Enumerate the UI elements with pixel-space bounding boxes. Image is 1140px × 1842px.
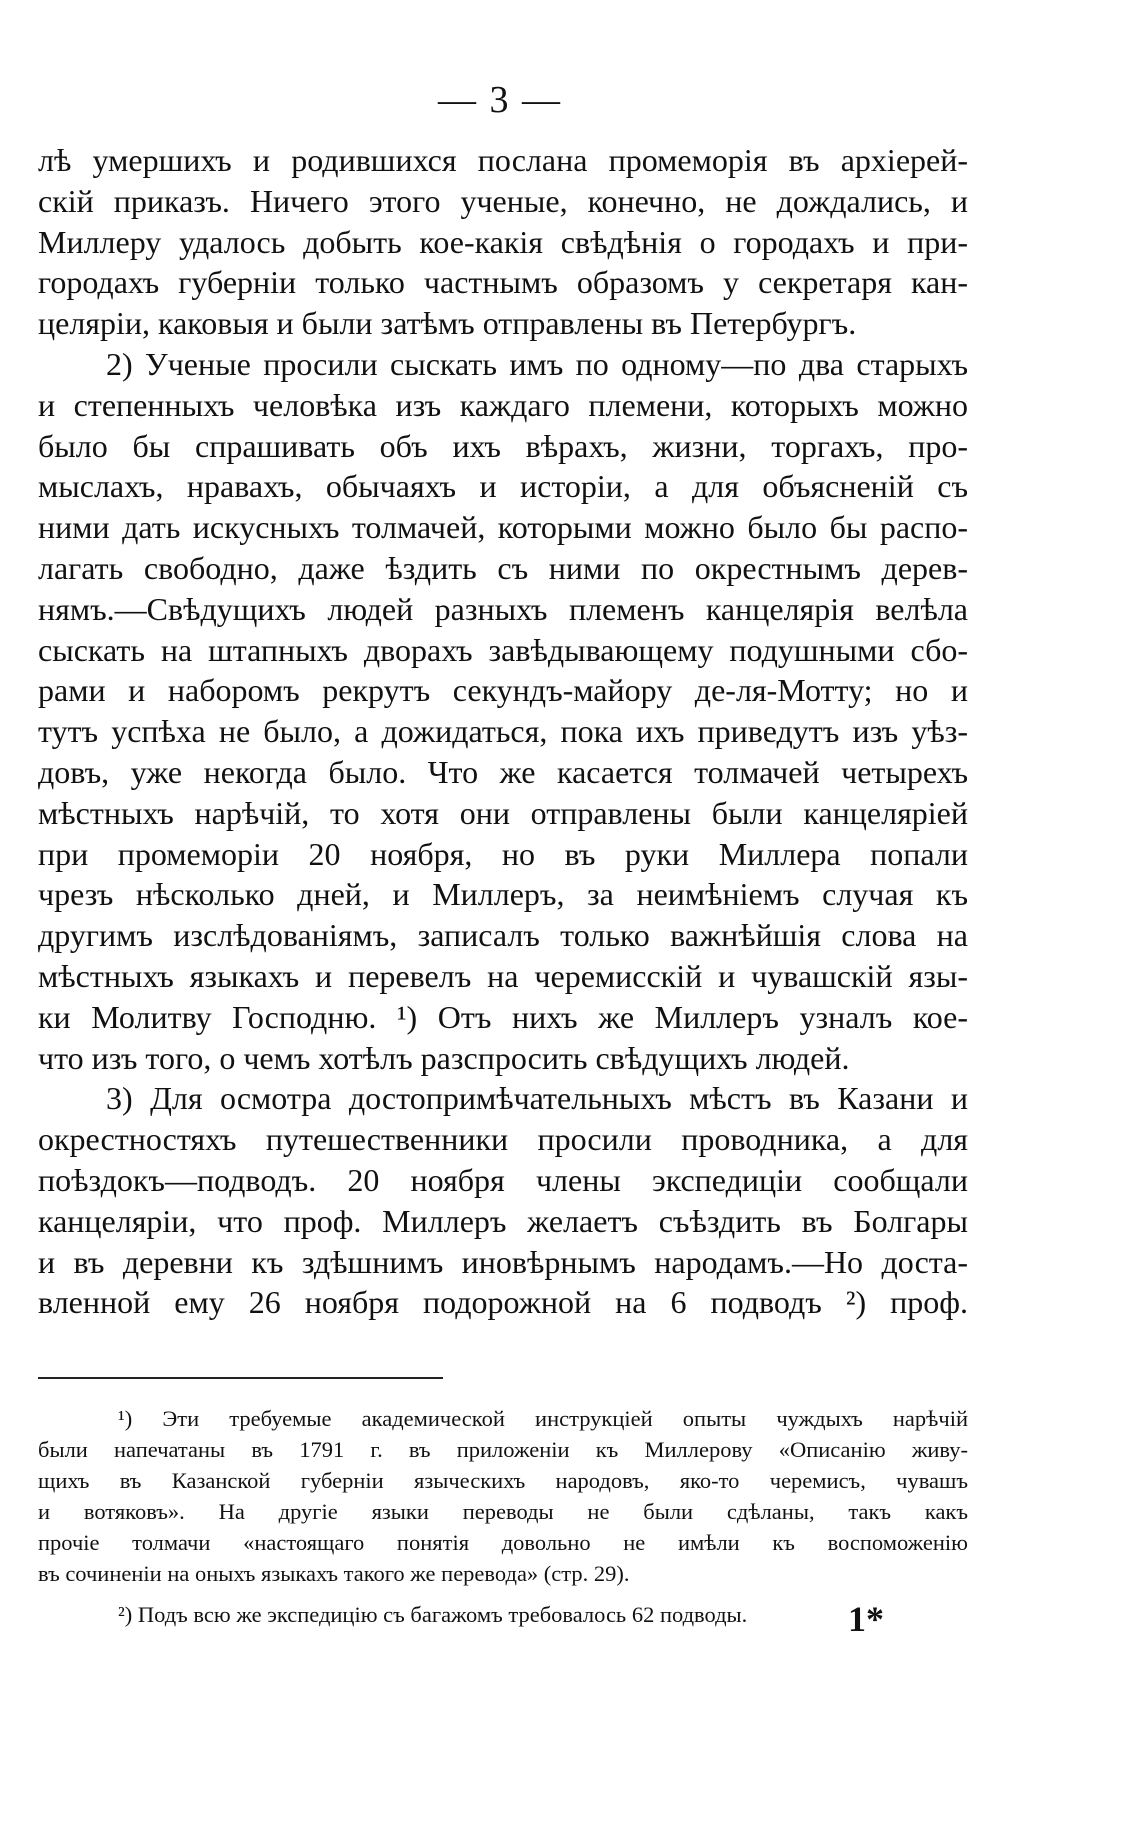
footnotes (38, 1403, 968, 1630)
main-text (38, 140, 968, 1323)
text-line: скій приказъ. Ничего этого ученые, конечно, не дождались, и (38, 182, 968, 219)
paragraph-2 (38, 344, 968, 1078)
text-line: сыскать на штапныхъ дворахъ завѣдывающему подушными сбо- (38, 631, 968, 668)
text-line: тутъ успѣха не было, а дожидаться, пока ихъ приведутъ изъ уѣз- (38, 713, 968, 750)
page-number: — 3 — (438, 79, 562, 121)
footnote-line: ¹) Эти требуемые академической инструкціей опыты чуждыхъ нарѣчій (118, 1406, 968, 1431)
footnote-divider (38, 1377, 443, 1379)
footnote-1 (38, 1403, 968, 1589)
footnote-line: были напечатаны въ 1791 г. въ приложеніи къ Миллерову «Описанію живу- (38, 1437, 968, 1462)
text-line: целяріи, каковыя и были затѣмъ отправлены въ Петербургъ. (38, 305, 857, 342)
footnote-line: щихъ въ Казанской губерніи языческихъ народовъ, яко-то черемисъ, чувашъ (38, 1468, 968, 1493)
footnote-line: прочіе толмачи «настоящаго понятія довольно не имѣли къ воспоможенію (38, 1530, 968, 1555)
footnote-line: ²) Подъ всю же экспедицію съ багажомъ требовалось 62 подводы. (118, 1602, 748, 1627)
paragraph-3 (38, 1078, 968, 1323)
text-line: что изъ того, о чемъ хотѣлъ разспросить свѣдущихъ людей. (38, 1039, 850, 1076)
text-line: окрестностяхъ путешественники просили проводника, а для (38, 1121, 968, 1158)
text-line: нямъ.—Свѣдущихъ людей разныхъ племенъ канцелярія велѣла (38, 590, 968, 627)
text-line: мѣстныхъ нарѣчій, то хотя они отправлены были канцеляріей (38, 794, 968, 831)
text-line: чрезъ нѣсколько дней, и Миллеръ, за неимѣніемъ случая къ (38, 876, 968, 913)
text-line: вленной ему 26 ноября подорожной на 6 подводъ ²) проф. (38, 1284, 968, 1321)
footnote-line: въ сочиненіи на оныхъ языкахъ такого же перевода» (стр. 29). (38, 1561, 630, 1586)
text-line: мѣстныхъ языкахъ и перевелъ на черемисскій и чувашскій язы- (38, 957, 968, 994)
text-line: ними дать искусныхъ толмачей, которыми можно было бы распо- (38, 509, 968, 546)
text-line: другимъ изслѣдованіямъ, записалъ только важнѣйшія слова на (38, 917, 968, 954)
footnote-2 (38, 1599, 968, 1630)
text-line: было бы спрашивать объ ихъ вѣрахъ, жизни, торгахъ, про- (38, 427, 968, 464)
text-line: канцеляріи, что проф. Миллеръ желаетъ съѣздить въ Болгары (38, 1202, 968, 1239)
signature-mark: 1* (848, 1599, 884, 1639)
text-line: и въ деревни къ здѣшнимъ иновѣрнымъ народамъ.—Но доста- (38, 1243, 968, 1280)
text-line: 3) Для осмотра достопримѣчательныхъ мѣстъ въ Казани и (106, 1080, 968, 1117)
paragraph-1 (38, 140, 968, 344)
text-line: лѣ умершихъ и родившихся послана промеморія въ архіерей- (38, 142, 968, 178)
footnote-line: и вотяковъ». На другіе языки переводы не были сдѣланы, такъ какъ (38, 1499, 968, 1524)
text-line: мыслахъ, нравахъ, обычаяхъ и исторіи, а для объясненій съ (38, 468, 968, 505)
text-line: поѣздокъ—подводъ. 20 ноября члены экспедиціи сообщали (38, 1161, 968, 1198)
text-line: 2) Ученые просили сыскать имъ по одному—по два старыхъ (106, 345, 968, 382)
text-line: ки Молитву Господню. ¹) Отъ нихъ же Миллеръ узналъ кое- (38, 998, 968, 1035)
text-line: при промеморіи 20 ноября, но въ руки Миллера попали (38, 835, 968, 872)
text-line: рами и наборомъ рекрутъ секундъ-майору де-ля-Мотту; но и (38, 672, 968, 709)
text-line: Миллеру удалось добыть кое-какія свѣдѣнія о городахъ и при- (38, 223, 968, 260)
text-line: довъ, уже некогда было. Что же касается толмачей четырехъ (38, 753, 968, 790)
footnote-spacer (38, 1589, 968, 1599)
text-line: лагать свободно, даже ѣздить съ ними по окрестнымъ дерев- (38, 549, 968, 586)
text-line: городахъ губерніи только частнымъ образомъ у секретаря кан- (38, 264, 968, 301)
text-line: и степенныхъ человѣка изъ каждаго племени, которыхъ можно (38, 386, 968, 423)
